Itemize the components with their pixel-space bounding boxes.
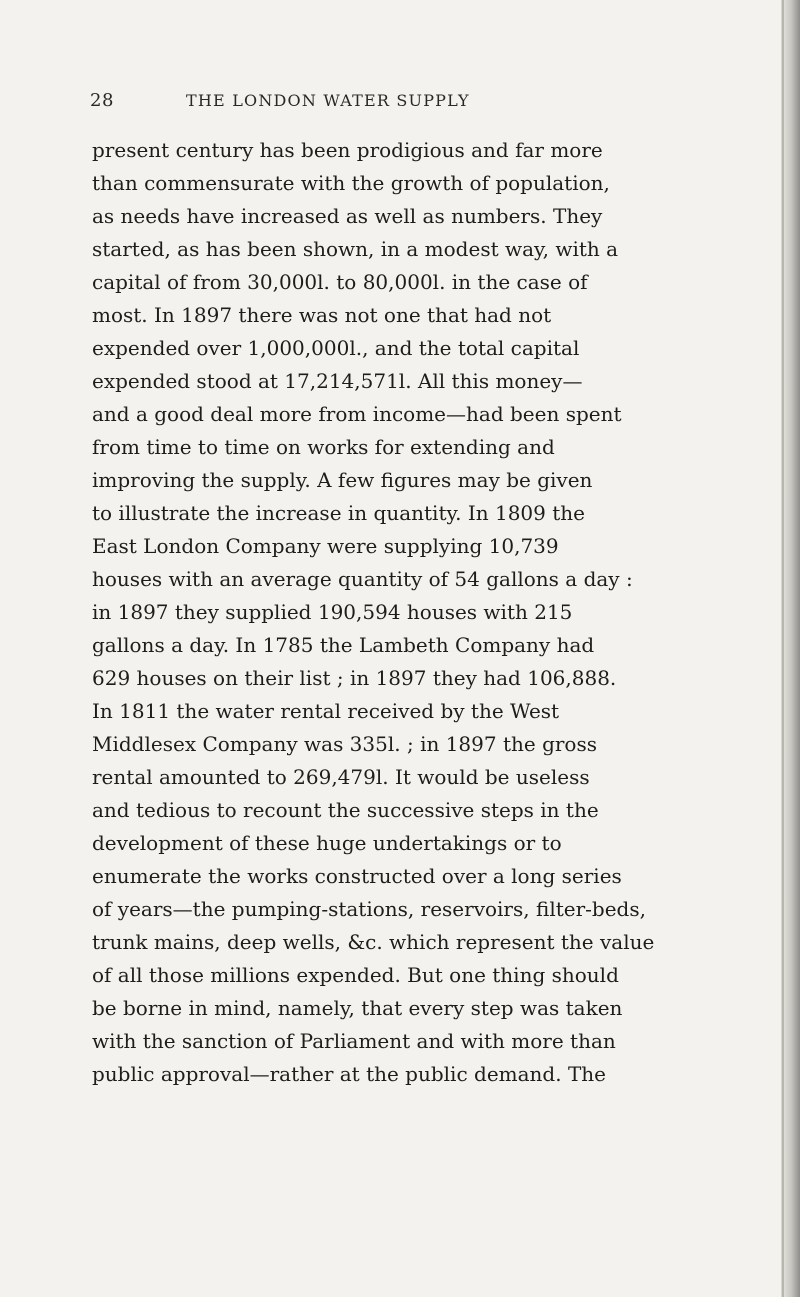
body-text (92, 134, 742, 1091)
text-line: with the sanction of Parliament and with more than (92, 1029, 616, 1053)
text-line: as needs have increased as well as numbers. They (92, 204, 603, 228)
text-line: of years—the pumping-stations, reservoirs, filter-beds, (92, 897, 646, 921)
text-line: In 1811 the water rental received by the West (92, 699, 560, 723)
text-line: rental amounted to 269,479l. It would be useless (92, 765, 590, 789)
running-title: THE LONDON WATER SUPPLY (186, 90, 470, 110)
text-line: present century has been prodigious and far more (92, 138, 603, 162)
text-line: of all those millions expended. But one thing should (92, 963, 619, 987)
text-line: gallons a day. In 1785 the Lambeth Company had (92, 633, 595, 657)
text-line: 629 houses on their list ; in 1897 they had 106,888. (92, 666, 617, 690)
text-line: be borne in mind, namely, that every step was taken (92, 996, 623, 1020)
page-header (90, 88, 740, 112)
text-line: capital of from 30,000l. to 80,000l. in the case of (92, 270, 588, 294)
text-line: expended over 1,000,000l., and the total capital (92, 336, 580, 360)
text-line: trunk mains, deep wells, &c. which represent the value (92, 930, 655, 954)
text-line: than commensurate with the growth of population, (92, 171, 610, 195)
text-line: in 1897 they supplied 190,594 houses with 215 (92, 600, 573, 624)
page-number: 28 (90, 89, 114, 111)
text-line: from time to time on works for extending and (92, 435, 555, 459)
text-line: most. In 1897 there was not one that had not (92, 303, 552, 327)
text-line: expended stood at 17,214,571l. All this money— (92, 369, 583, 393)
text-line: started, as has been shown, in a modest way, with a (92, 237, 619, 261)
text-line: public approval—rather at the public demand. The (92, 1062, 606, 1086)
text-line: improving the supply. A few figures may be given (92, 468, 593, 492)
text-line: and tedious to recount the successive steps in the (92, 798, 599, 822)
text-line: Middlesex Company was 335l. ; in 1897 the gross (92, 732, 597, 756)
text-line: enumerate the works constructed over a long series (92, 864, 622, 888)
text-line: to illustrate the increase in quantity. In 1809 the (92, 501, 585, 525)
text-line: East London Company were supplying 10,739 (92, 534, 559, 558)
text-line: houses with an average quantity of 54 gallons a day : (92, 567, 633, 591)
page-gutter-shadow (782, 0, 784, 1297)
text-line: and a good deal more from income—had been spent (92, 402, 622, 426)
text-line: development of these huge undertakings or to (92, 831, 562, 855)
